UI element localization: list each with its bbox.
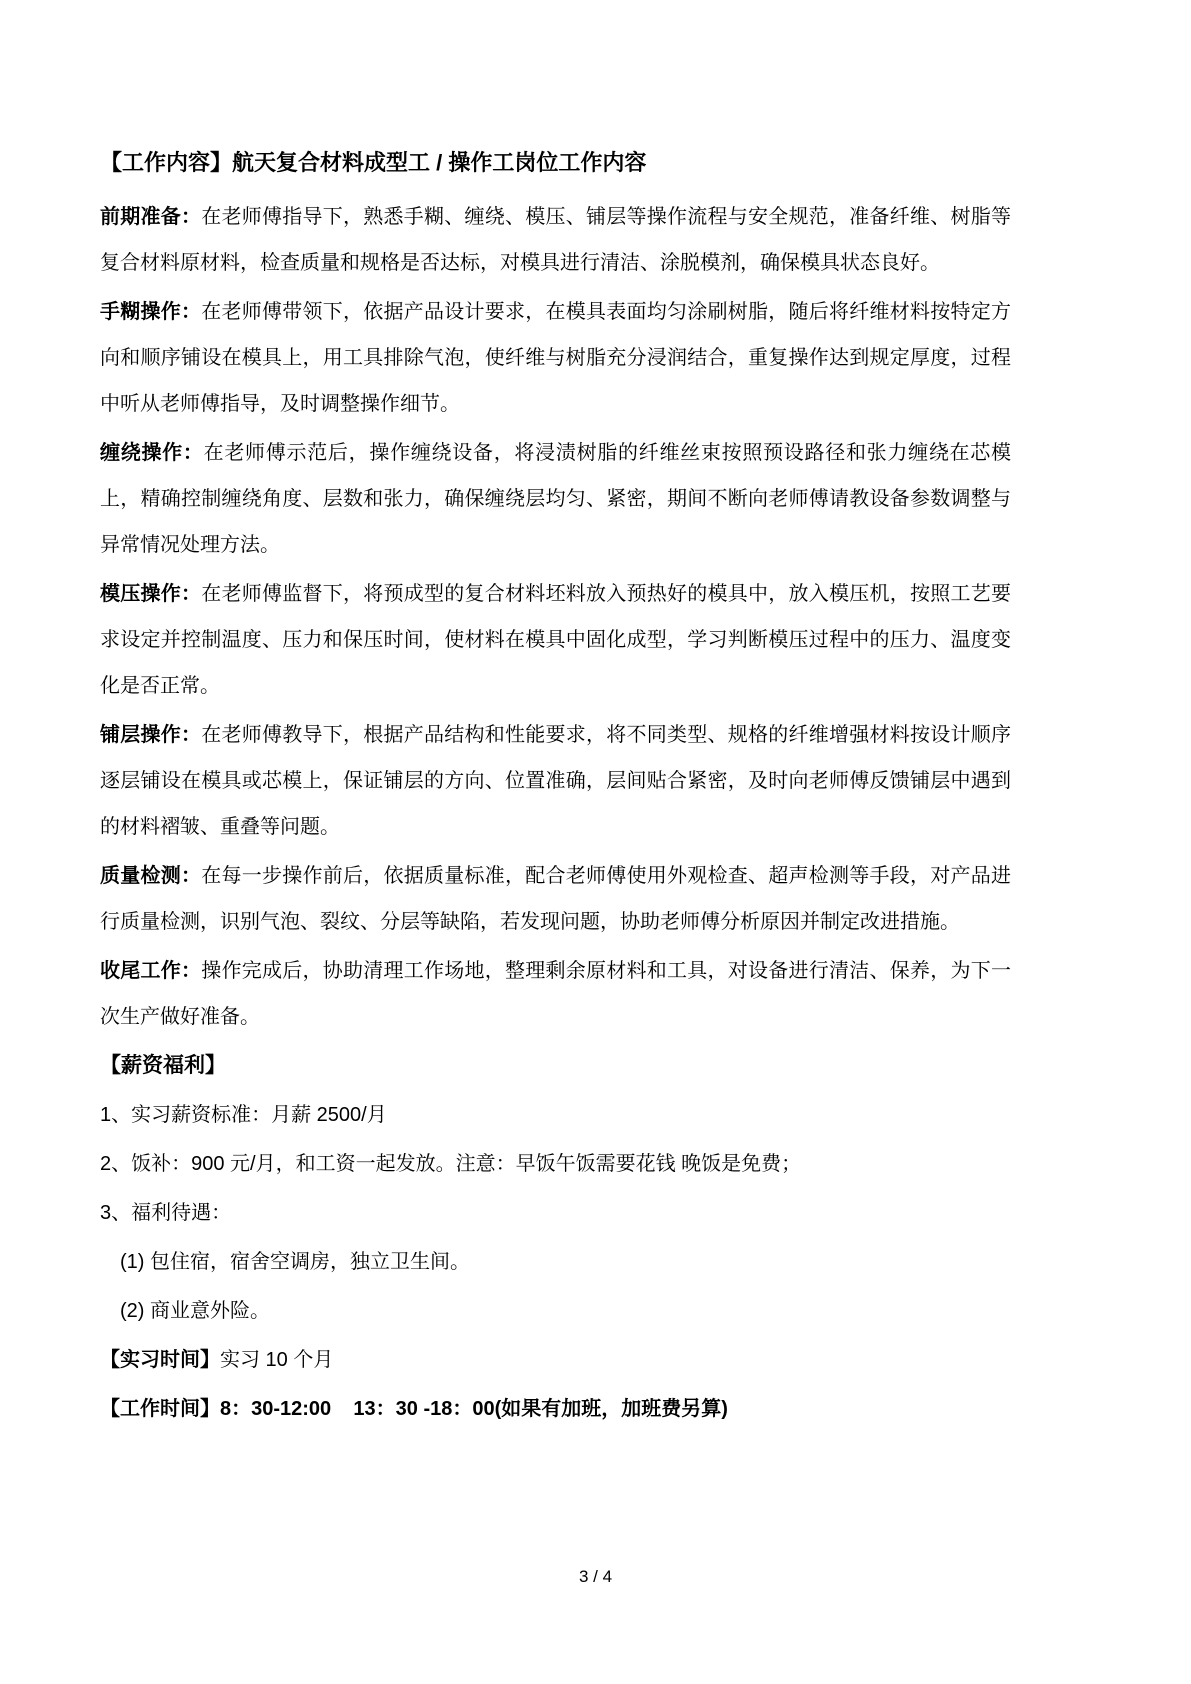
duty-label: 模压操作：: [100, 583, 202, 605]
duty-paragraph-winding: [100, 430, 1011, 568]
benefit-subitem-insurance: (2) 商业意外险。: [120, 1300, 270, 1322]
document-content: [100, 140, 1011, 1435]
work-hours-line: [100, 1386, 1011, 1432]
footer-page-number: 3 / 4: [578, 1567, 613, 1586]
duty-label: 质量检测：: [100, 865, 202, 887]
salary-item-benefits: 3、福利待遇：: [100, 1202, 232, 1224]
salary-benefits-heading: 【薪资福利】: [100, 1054, 226, 1077]
work-hours-label: 【工作时间】: [100, 1398, 220, 1420]
benefit-subitem-accommodation: (1) 包住宿，宿舍空调房，独立卫生间。: [120, 1251, 470, 1273]
duty-text: 在老师傅指导下，熟悉手糊、缠绕、模压、铺层等操作流程与安全规范，准备纤维、树脂等复合材料原材料，检查质量和规格是否达标，对模具进行清洁、涂脱模剂，确保模具状态良好。: [100, 206, 1011, 274]
duty-text: 在每一步操作前后，依据质量标准，配合老师傅使用外观检查、超声检测等手段，对产品进行质量检测，识别气泡、裂纹、分层等缺陷，若发现问题，协助老师傅分析原因并制定改进措施。: [100, 865, 1011, 933]
internship-duration-label: 【实习时间】: [100, 1349, 220, 1371]
internship-duration-line: [100, 1337, 1011, 1383]
duty-paragraph-molding: [100, 571, 1011, 709]
duty-paragraph-cleanup: [100, 948, 1011, 1040]
duty-paragraph-preparation: [100, 194, 1011, 286]
duty-paragraph-quality-inspection: [100, 853, 1011, 945]
duty-label: 缠绕操作：: [100, 442, 204, 464]
duty-text: 在老师傅带领下，依据产品设计要求，在模具表面均匀涂刷树脂，随后将纤维材料按特定方向和顺序铺设在模具上，用工具排除气泡，使纤维与树脂充分浸润结合，重复操作达到规定厚度，过程中听从老师傅指导，及时调整操作细节。: [100, 301, 1011, 415]
document-title: 【工作内容】航天复合材料成型工 / 操作工岗位工作内容: [100, 150, 647, 175]
duty-label: 前期准备：: [100, 206, 202, 228]
salary-item-standard: 1、实习薪资标准：月薪 2500/月: [100, 1104, 387, 1126]
duty-paragraph-hand-layup: [100, 289, 1011, 427]
duty-text: 在老师傅监督下，将预成型的复合材料坯料放入预热好的模具中，放入模压机，按照工艺要求设定并控制温度、压力和保压时间，使材料在模具中固化成型，学习判断模压过程中的压力、温度变化是否正常。: [100, 583, 1011, 697]
internship-duration-text: 实习 10 个月: [220, 1349, 334, 1371]
duty-label: 收尾工作：: [100, 960, 202, 982]
duty-text: 操作完成后，协助清理工作场地，整理剩余原材料和工具，对设备进行清洁、保养，为下一次生产做好准备。: [100, 960, 1011, 1028]
duty-label: 铺层操作：: [100, 724, 202, 746]
duty-text: 在老师傅示范后，操作缠绕设备，将浸渍树脂的纤维丝束按照预设路径和张力缠绕在芯模上，精确控制缠绕角度、层数和张力，确保缠绕层均匀、紧密，期间不断向老师傅请教设备参数调整与异常情况处理方法。: [100, 442, 1012, 556]
duty-text: 在老师傅教导下，根据产品结构和性能要求，将不同类型、规格的纤维增强材料按设计顺序逐层铺设在模具或芯模上，保证铺层的方向、位置准确，层间贴合紧密，及时向老师傅反馈铺层中遇到的材料褶皱、重叠等问题。: [100, 724, 1011, 838]
duty-label: 手糊操作：: [100, 301, 202, 323]
work-hours-text: 8：30-12:00 13：30 -18：00(如果有加班，加班费另算): [220, 1398, 728, 1420]
duty-paragraph-ply-layup: [100, 712, 1011, 850]
salary-item-meal-allowance: 2、饭补：900 元/月，和工资一起发放。注意：早饭午饭需要花钱 晚饭是免费；: [100, 1153, 802, 1175]
